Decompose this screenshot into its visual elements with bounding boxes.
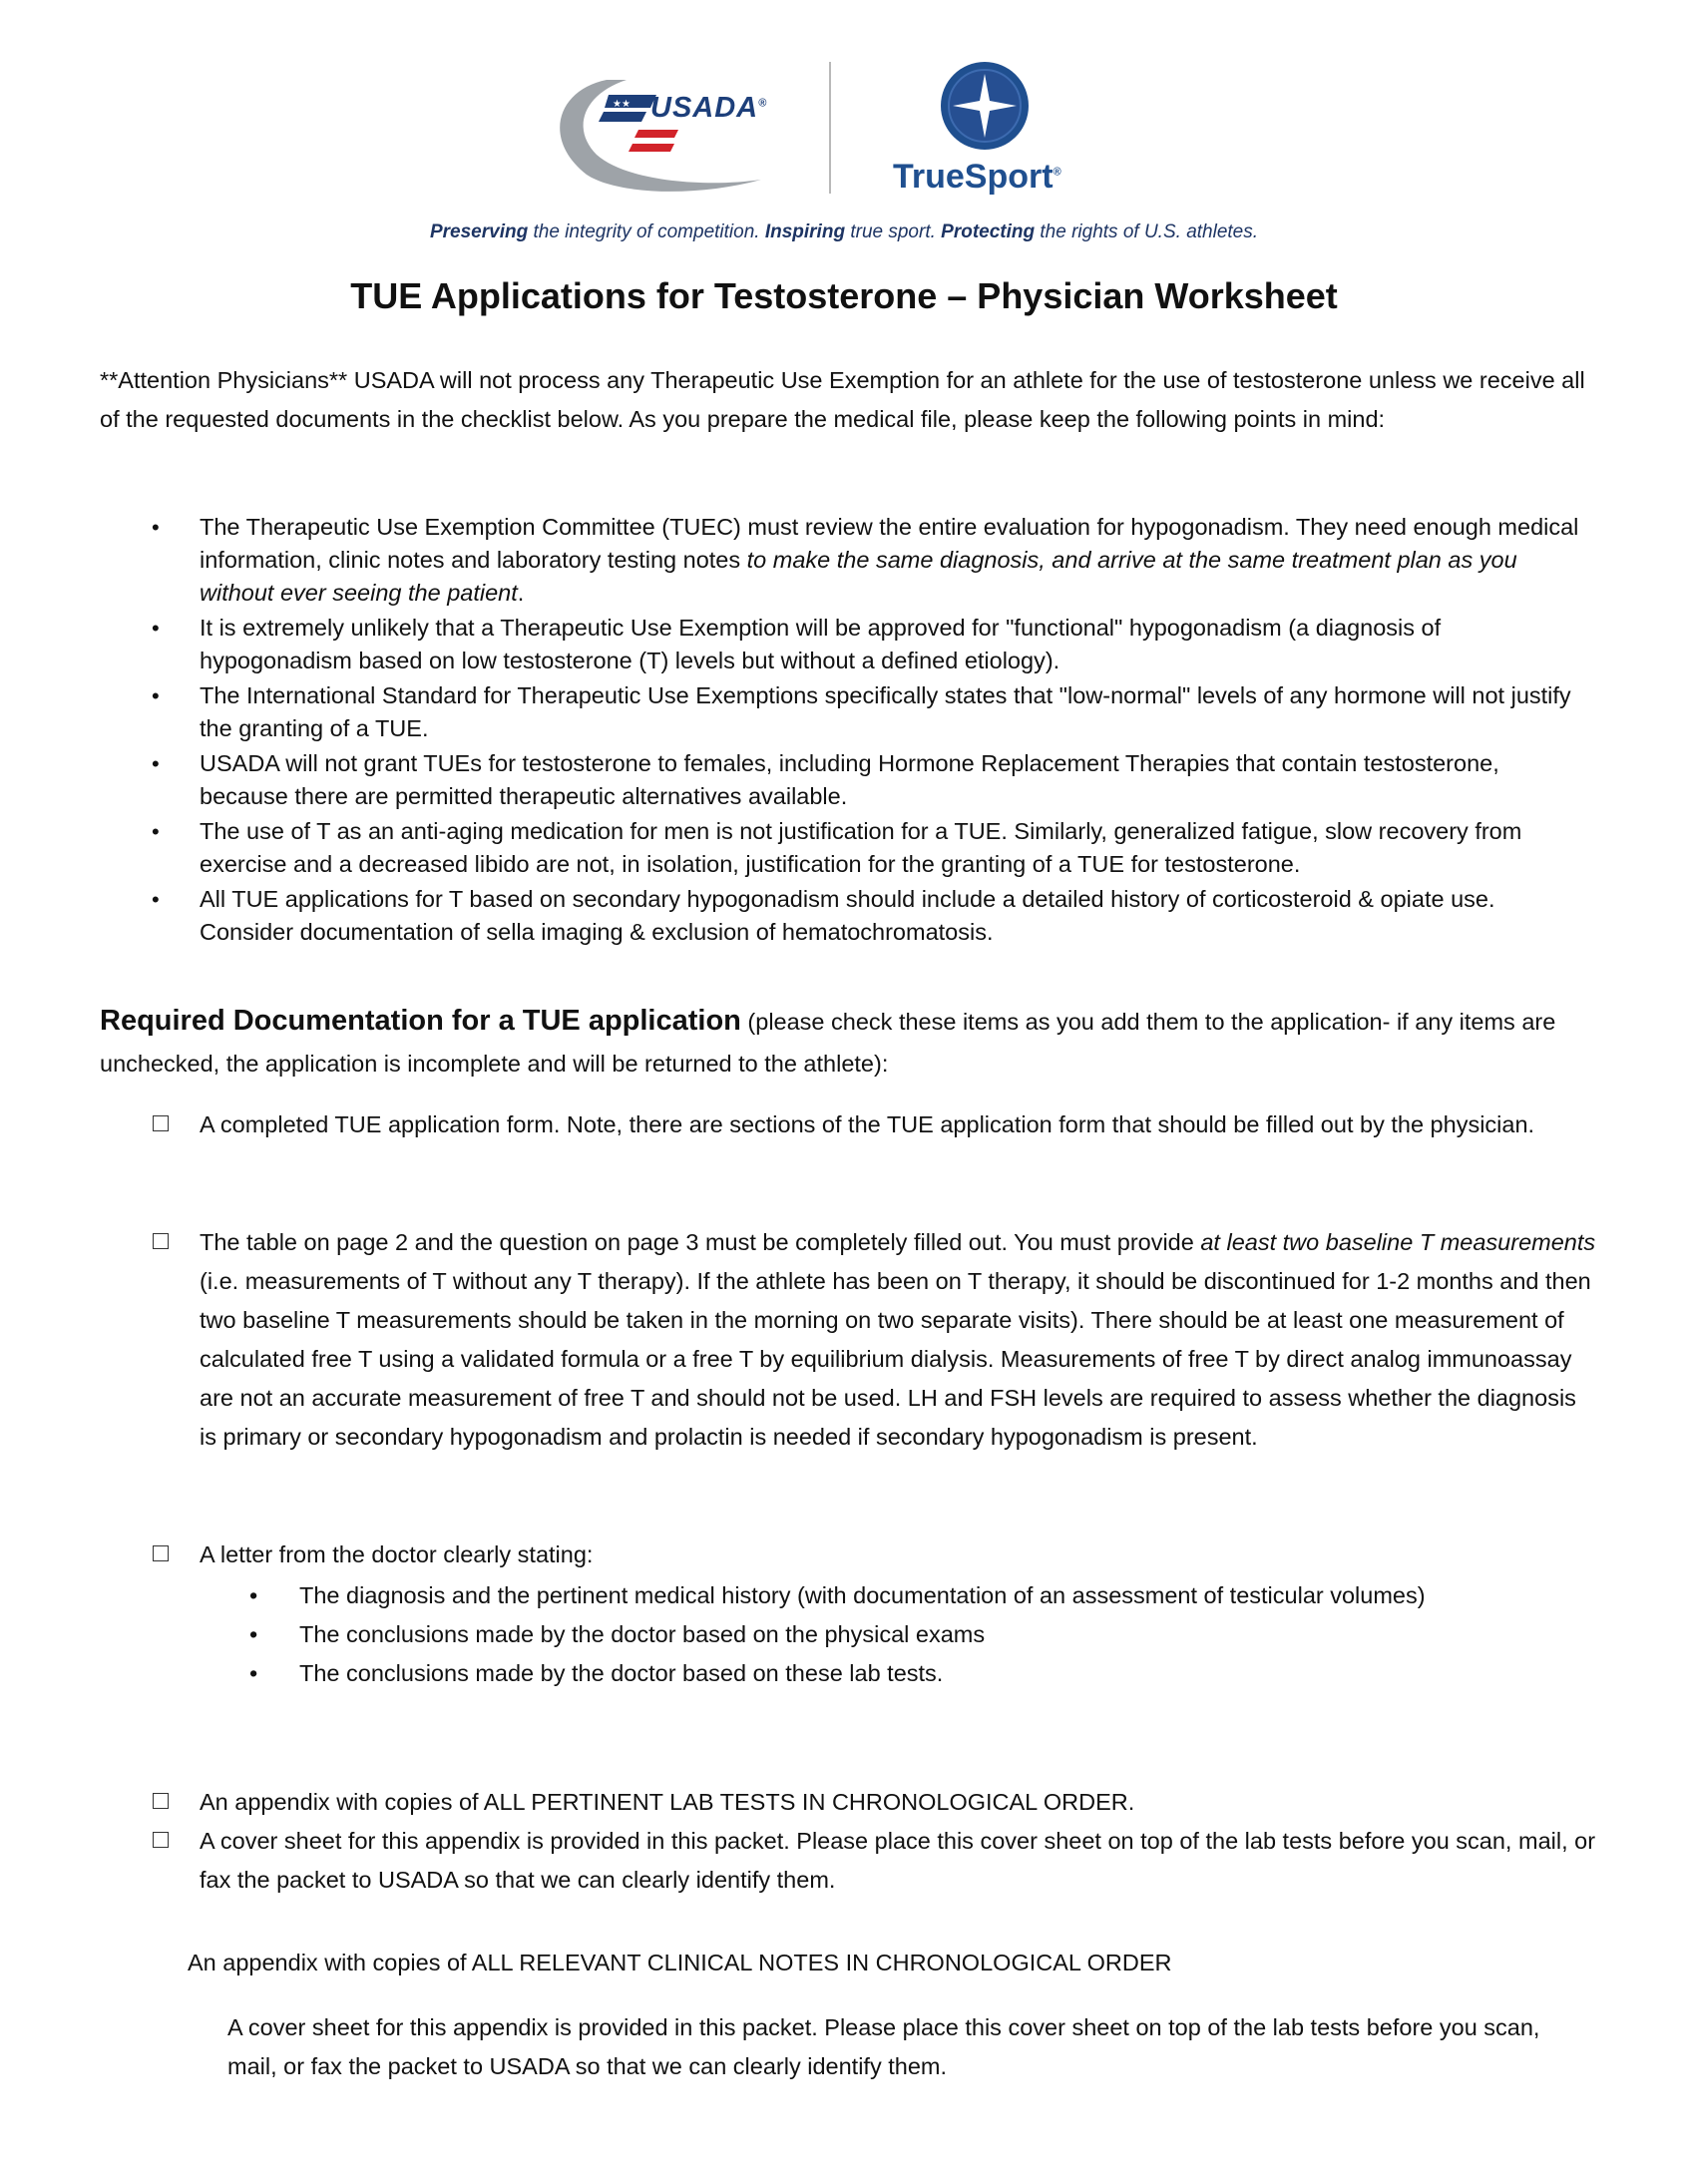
list-item: • The diagnosis and the pertinent medical history (with documentation of an assessment of testicular volumes) [249,1582,1426,1608]
list-item: • It is extremely unlikely that a Therapeutic Use Exemption will be approved for "functional" hypogonadism (a diagnosis of hypogonadism based on low testosterone (T) levels but without a defined etiology). [152,615,1442,673]
checkbox[interactable] [153,1233,169,1249]
clinical-notes-appendix: An appendix with copies of ALL RELEVANT CLINICAL NOTES IN CHRONOLOGICAL ORDER [188,1950,1172,1975]
logo-header [0,0,1688,242]
list-item: • All TUE applications for T based on secondary hypogonadism should include a detailed history of corticosteroid & opiate use. Consider documentation of sella imaging & exclusion of hematochromatosis. [152,886,1495,945]
list-item: • The conclusions made by the doctor based on the physical exams [249,1621,986,1647]
list-item: • The International Standard for Therapeutic Use Exemptions specifically states that "low-normal" levels of any hormone will not justify the granting of a TUE. [152,682,1571,741]
list-item: • The conclusions made by the doctor based on these lab tests. [249,1660,944,1686]
list-item: • The Therapeutic Use Exemption Committee (TUEC) must review the entire evaluation for hypogonadism. They need enough medical information, clinic notes and laboratory testing notes to make the same diagnosis, and arrive at the same treatment plan as you without ever seeing the patient. [152,514,1579,606]
list-item: • The use of T as an anti-aging medication for men is not justification for a TUE. Similarly, generalized fatigue, slow recovery from exercise and a decreased libido are not, in isolation, justification for the granting of a TUE for testosterone. [152,818,1522,877]
letter-requirements-list [200,1576,1496,1693]
section-title: Required Documentation for a TUE application [100,1005,741,1037]
checklist-item-lab-tests: An appendix with copies of ALL PERTINENT LAB TESTS IN CHRONOLOGICAL ORDER. [100,1783,1596,1822]
truesport-star-icon [939,60,1031,152]
required-documentation-heading [100,1000,1586,1085]
svg-text:★★: ★★ [613,99,631,110]
list-item: • USADA will not grant TUEs for testosterone to females, including Hormone Replacement Therapies that contain testosterone, because there are permitted therapeutic alternatives available. [152,750,1499,809]
intro-paragraph: **Attention Physicians** USADA will not process any Therapeutic Use Exemption for an athlete for the use of testosterone unless we receive all of the requested documents in the checklist below. As you prepare the medical file, please keep the following points in mind: [100,367,1585,432]
clinical-notes-cover-sheet: A cover sheet for this appendix is provided in this packet. Please place this cover sheet on top of the lab tests before you scan, mail, or fax the packet to USADA so that we can clearly identify them. [227,2014,1540,2079]
checklist-item-testosterone-table: The table on page 2 and the question on page 3 must be completely filled out. You must provide at least two baseline T measurements (i.e. measurements of T without any T therapy). If the athlete has been on T therapy, it should be discontinued for 1-2 months and then two baseline T measurements should be taken in the morning on two separate visits). There should be at least one measurement of calculated free T using a validated formula or a free T by equilibrium dialysis. Measurements of free T by direct analog immunoassay are not an accurate measurement of free T and should not be used. LH and FSH levels are required to assess whether the diagnosis is primary or secondary hypogonadism and prolactin is needed if secondary hypogonadism is present. [100,1223,1596,1457]
checkbox[interactable] [153,1832,169,1848]
page-title: TUE Applications for Testosterone – Physician Worksheet [350,275,1338,316]
checklist-item-lab-cover-sheet: A cover sheet for this appendix is provided in this packet. Please place this cover sheet on top of the lab tests before you scan, mail, or fax the packet to USADA so that we can clearly identify them. [100,1822,1596,1900]
checklist-item-application-form: A completed TUE application form. Note, there are sections of the TUE application form that should be filled out by the physician. [100,1105,1596,1144]
checklist-item-doctor-letter: A letter from the doctor clearly stating: [100,1535,1596,1574]
checkbox[interactable] [153,1115,169,1131]
usada-logo-icon [547,70,786,200]
tagline: Preserving the integrity of competition. Inspiring true sport. Protecting the rights of U.S. athletes. [429,221,1259,242]
usada-wordmark: USADA® [650,92,768,124]
logo-divider [829,62,831,194]
truesport-wordmark: TrueSport® [893,158,1061,196]
key-points-list [100,511,1586,951]
checkbox[interactable] [153,1545,169,1561]
checkbox[interactable] [153,1793,169,1809]
section-note: (please check these items as you add them to the application- if any items are unchecked, the application is incomplete and will be returned to the athlete): [100,1009,1556,1077]
